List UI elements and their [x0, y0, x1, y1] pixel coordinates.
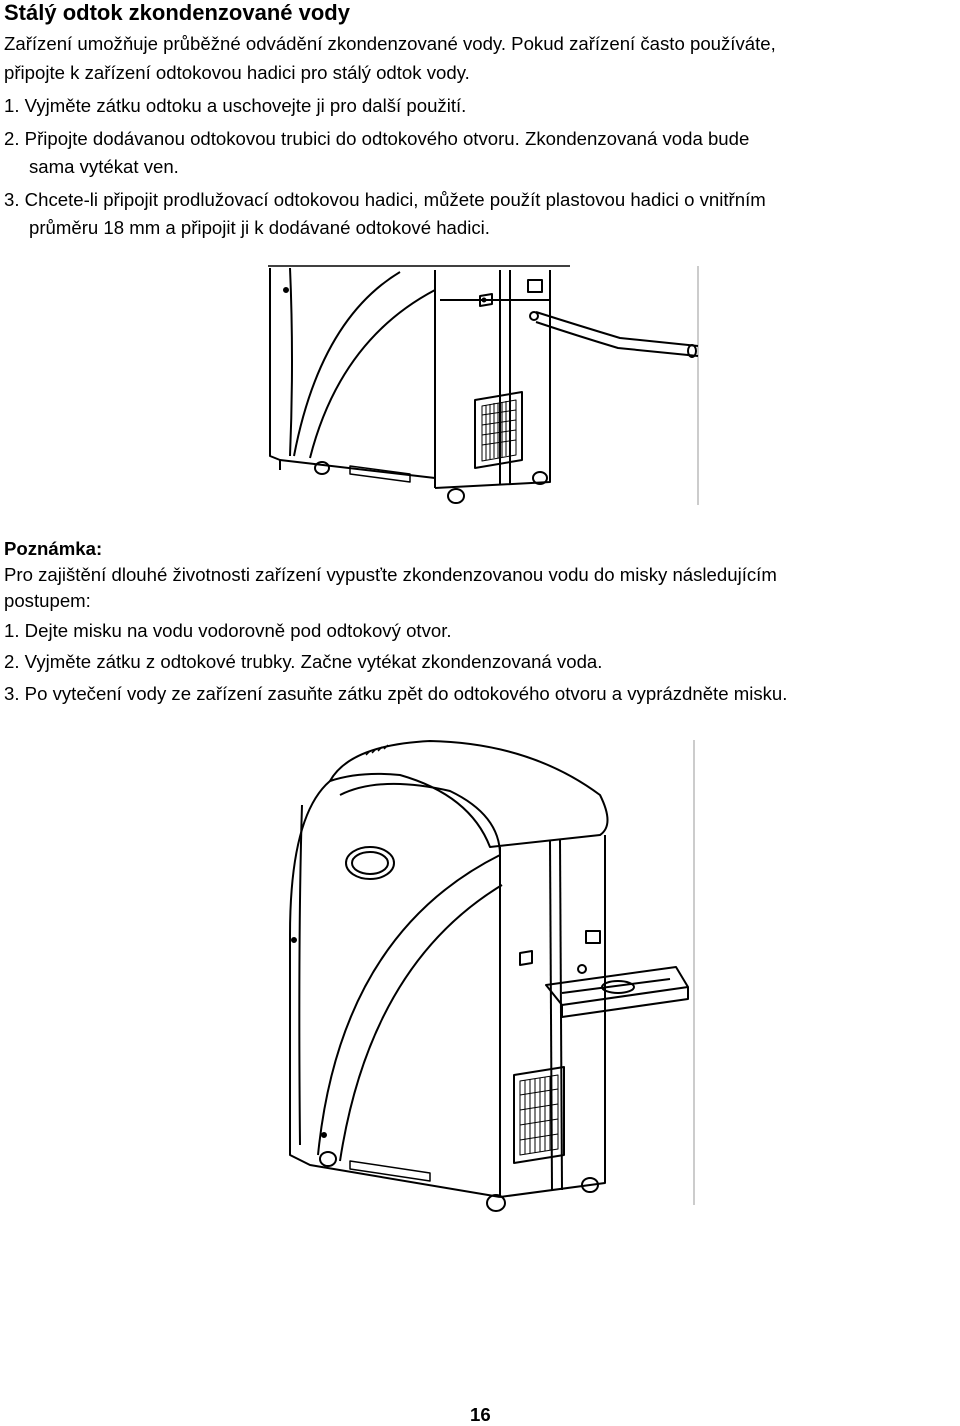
- step-2-line-2: sama vytékat ven.: [29, 156, 179, 177]
- intro-line-2: připojte k zařízení odtokovou hadici pro stálý odtok vody.: [4, 62, 470, 83]
- step-3-line-1: 3. Chcete-li připojit prodlužovací odtokovou hadici, můžete použít plastovou hadici o vnitřním: [4, 189, 766, 210]
- water-tray-illustration: [270, 735, 710, 1215]
- note-heading: Poznámka:: [4, 538, 103, 559]
- step-3-line-2: průměru 18 mm a připojit ji k dodávané odtokové hadici.: [29, 217, 490, 238]
- note-intro-line-2: postupem:: [4, 590, 91, 611]
- step-1: 1. Vyjměte zátku odtoku a uschovejte ji pro další použití.: [4, 95, 467, 116]
- note-step-3: 3. Po vytečení vody ze zařízení zasuňte zátku zpět do odtokového otvoru a vyprázdněte misku.: [4, 683, 788, 704]
- note-step-1: 1. Dejte misku na vodu vodorovně pod odtokový otvor.: [4, 620, 452, 641]
- page-number: 16: [470, 1404, 491, 1425]
- step-2-line-1: 2. Připojte dodávanou odtokovou trubici do odtokového otvoru. Zkondenzovaná voda bude: [4, 128, 750, 149]
- note-intro-line-1: Pro zajištění dlouhé životnosti zařízení vypusťte zkondenzovanou vodu do misky následujícím: [4, 564, 777, 585]
- page-title: Stálý odtok zkondenzované vody: [4, 0, 350, 25]
- drain-hose-illustration: [260, 260, 720, 510]
- intro-line-1: Zařízení umožňuje průběžné odvádění zkondenzované vody. Pokud zařízení často používáte,: [4, 33, 776, 54]
- note-step-2: 2. Vyjměte zátku z odtokové trubky. Začne vytékat zkondenzovaná voda.: [4, 651, 603, 672]
